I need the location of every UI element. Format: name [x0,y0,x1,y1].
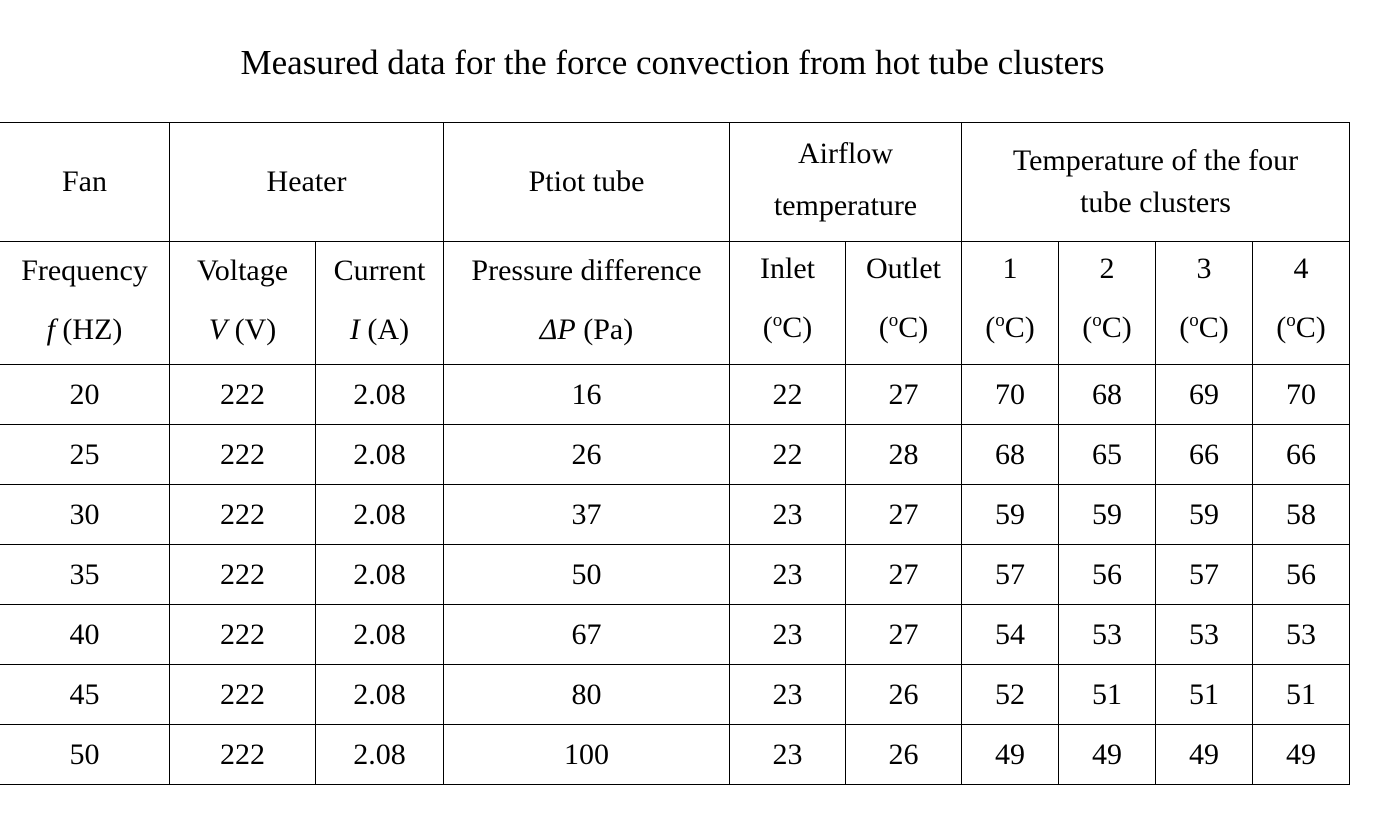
degree-superscript: o [995,310,1005,331]
column-header [0,242,170,365]
unit-open: ( [762,311,773,344]
group-header-heater: Heater [170,123,444,242]
quantity-symbol: V [208,313,228,346]
quantity-symbol: ΔP [539,313,576,346]
table-cell: 49 [962,725,1059,785]
table-cell: 2.08 [316,365,444,425]
table-body [0,365,1350,785]
column-header-name: Outlet [866,252,941,285]
column-header-unit [316,298,443,362]
unit-open: ( [1276,311,1287,344]
unit-label: (V) [227,313,277,346]
table-cell: 69 [1156,365,1253,425]
table-cell: 2.08 [316,605,444,665]
table-cell: 53 [1059,605,1156,665]
table-row [0,365,1350,425]
column-header [170,242,316,365]
table-cell: 49 [1059,725,1156,785]
unit-open: ( [878,311,889,344]
table-cell: 35 [0,545,170,605]
degree-superscript: o [1189,310,1199,331]
unit-open: ( [985,311,996,344]
table-cell: 222 [170,425,316,485]
table-cell: 23 [730,725,846,785]
table-cell: 50 [0,725,170,785]
table-cell: 16 [444,365,730,425]
column-header [1059,242,1156,365]
table-cell: 40 [0,605,170,665]
table-row [0,665,1350,725]
column-header-name: Inlet [760,252,815,285]
table-cell: 23 [730,605,846,665]
table-cell: 2.08 [316,425,444,485]
table-cell: 23 [730,665,846,725]
column-header-unit [1059,296,1155,364]
table-cell: 53 [1156,605,1253,665]
table-cell: 56 [1253,545,1350,605]
table-cell: 23 [730,485,846,545]
tubes-header-line2: tube clusters [1080,186,1231,219]
table-cell: 59 [1059,485,1156,545]
column-header-name: 4 [1293,252,1309,285]
table-row [0,545,1350,605]
column-header-name: Frequency [21,254,148,287]
table-cell: 28 [846,425,962,485]
table-cell: 59 [962,485,1059,545]
table-cell: 52 [962,665,1059,725]
table-cell: 57 [962,545,1059,605]
group-header-tube-temperatures [962,123,1350,242]
group-header-airflow-temperature [730,123,962,242]
column-header [1253,242,1350,365]
table-cell: 53 [1253,605,1350,665]
table-cell: 23 [730,545,846,605]
unit-label: (HZ) [54,313,123,346]
unit-close: C) [1198,311,1229,344]
table-row [0,485,1350,545]
table-cell: 2.08 [316,665,444,725]
table-cell: 51 [1253,665,1350,725]
column-header [962,242,1059,365]
table-cell: 222 [170,365,316,425]
group-header-pitot-tube: Ptiot tube [444,123,730,242]
column-header-unit [730,296,845,364]
table-cell: 27 [846,545,962,605]
column-header-unit [1253,296,1349,364]
table-cell: 66 [1156,425,1253,485]
table-cell: 67 [444,605,730,665]
table-cell: 37 [444,485,730,545]
unit-label: (A) [359,313,410,346]
column-header-name: 3 [1196,252,1212,285]
degree-superscript: o [1092,310,1102,331]
column-header-unit [846,296,961,364]
table-cell: 50 [444,545,730,605]
table-cell: 26 [846,725,962,785]
table-cell: 26 [846,665,962,725]
column-header-unit [962,296,1058,364]
column-header-name: 1 [1002,252,1018,285]
table-cell: 222 [170,485,316,545]
table-row [0,605,1350,665]
table-cell: 25 [0,425,170,485]
measurement-table [0,122,1350,785]
table-cell: 51 [1156,665,1253,725]
table-cell: 80 [444,665,730,725]
airflow-header-line2: temperature [773,189,918,222]
table-title: Measured data for the force convection from hot tube clusters [240,43,1105,82]
table-cell: 222 [170,545,316,605]
table-cell: 68 [962,425,1059,485]
table-cell: 68 [1059,365,1156,425]
table-row [0,725,1350,785]
column-header [1156,242,1253,365]
column-header-name: Current [333,254,426,287]
degree-superscript: o [888,310,899,331]
table-cell: 100 [444,725,730,785]
table-cell: 57 [1156,545,1253,605]
table-cell: 49 [1156,725,1253,785]
table-cell: 27 [846,605,962,665]
unit-close: C) [1295,311,1326,344]
table-cell: 2.08 [316,485,444,545]
tubes-header-line1: Temperature of the four [1012,144,1299,177]
table-cell: 2.08 [316,725,444,785]
table-cell: 66 [1253,425,1350,485]
degree-superscript: o [772,310,783,331]
column-header-name: Pressure difference [471,254,702,287]
unit-close: C) [1004,311,1035,344]
table-cell: 70 [962,365,1059,425]
table-cell: 222 [170,665,316,725]
column-header-unit [1156,296,1252,364]
quantity-symbol: f [46,313,55,346]
unit-close: C) [782,311,813,344]
column-header-unit [0,298,169,362]
table-cell: 70 [1253,365,1350,425]
column-header [846,242,962,365]
airflow-header-line1: Airflow [798,137,893,170]
column-header-unit [170,298,315,362]
column-header [316,242,444,365]
table-cell: 45 [0,665,170,725]
column-header-name: 2 [1099,252,1115,285]
table-cell: 20 [0,365,170,425]
unit-open: ( [1179,311,1190,344]
table-cell: 59 [1156,485,1253,545]
group-header-fan: Fan [0,123,170,242]
unit-close: C) [1101,311,1132,344]
table-cell: 56 [1059,545,1156,605]
column-header-unit [444,298,729,362]
column-header-row [0,242,1350,365]
table-cell: 51 [1059,665,1156,725]
quantity-symbol: I [349,313,360,346]
table-cell: 222 [170,725,316,785]
table-cell: 27 [846,365,962,425]
table-row [0,425,1350,485]
group-header-row [0,123,1350,242]
table-cell: 222 [170,605,316,665]
degree-superscript: o [1286,310,1296,331]
column-header-name: Voltage [196,254,289,287]
column-header [730,242,846,365]
table-cell: 58 [1253,485,1350,545]
unit-close: C) [898,311,929,344]
table-cell: 49 [1253,725,1350,785]
unit-open: ( [1082,311,1093,344]
table-cell: 22 [730,365,846,425]
table-cell: 2.08 [316,545,444,605]
table-cell: 26 [444,425,730,485]
table-cell: 30 [0,485,170,545]
unit-label: (Pa) [575,313,634,346]
table-cell: 27 [846,485,962,545]
table-cell: 65 [1059,425,1156,485]
table-cell: 22 [730,425,846,485]
column-header [444,242,730,365]
table-cell: 54 [962,605,1059,665]
